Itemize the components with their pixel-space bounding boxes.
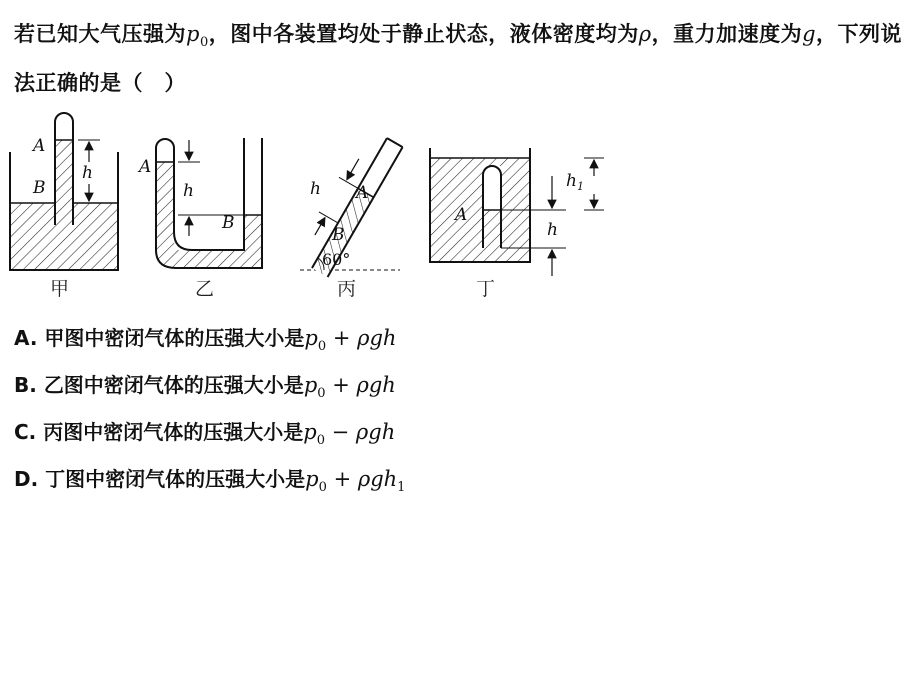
label-a: A [356,183,369,203]
stem-text-1: 若已知大气压强为 [14,22,186,46]
apparatus-figure [0,100,919,310]
option-letter: D. [14,467,39,491]
option-letter: B. [14,373,37,397]
option-a[interactable] [14,318,405,365]
label-a: A [33,136,46,156]
g-symbol: g [802,22,817,46]
option-formula: $p_0 - \rho gh$ [303,420,396,448]
option-text: 乙图中密闭气体的压强大小是 [43,373,304,397]
label-a: A [455,205,468,225]
rho-symbol: ρ [638,22,652,46]
caption-yi: 乙 [195,278,215,300]
diagram-bing [293,127,403,300]
caption-ding: 丁 [476,278,496,300]
option-letter: C. [14,420,37,444]
label-h1: $h_1$ [566,171,584,193]
label-b: B [222,213,235,233]
stem-text-2: ，图中各装置均处于静止状态，液体密度均为 [208,22,639,46]
label-angle: 60° [322,250,351,269]
label-h: h [82,163,93,183]
option-c[interactable] [14,412,405,459]
option-letter: A. [14,326,38,350]
apparatus-diagram [0,100,919,310]
label-b: B [33,178,46,198]
caption-jia: 甲 [50,278,70,300]
label-h: h [310,179,321,199]
label-h: h [183,181,194,201]
option-text: 丙图中密闭气体的压强大小是 [43,420,304,444]
p0-symbol: $p_0$ [186,22,209,50]
option-text: 甲图中密闭气体的压强大小是 [44,326,305,350]
label-b: B [332,225,345,245]
stem-text-4: ，下列说法正确的是（ ） [14,22,903,95]
label-a: A [139,157,152,177]
caption-bing: 丙 [337,278,357,300]
option-formula: $p_0 + \rho gh$ [304,326,397,354]
option-text: 丁图中密闭气体的压强大小是 [45,467,306,491]
option-d[interactable] [14,459,405,506]
tube-liquid [55,140,73,225]
option-formula: $p_0 + \rho gh$ [303,373,396,401]
options-list [14,318,405,506]
label-h: h [547,220,558,240]
option-b[interactable] [14,365,405,412]
diagram-jia [10,113,118,300]
stem-text-3: ，重力加速度为 [651,22,803,46]
diagram-ding [430,148,604,300]
option-formula: $p_0 + \rho gh_1$ [305,467,406,495]
diagram-yi [137,138,262,300]
question-stem [14,14,914,103]
